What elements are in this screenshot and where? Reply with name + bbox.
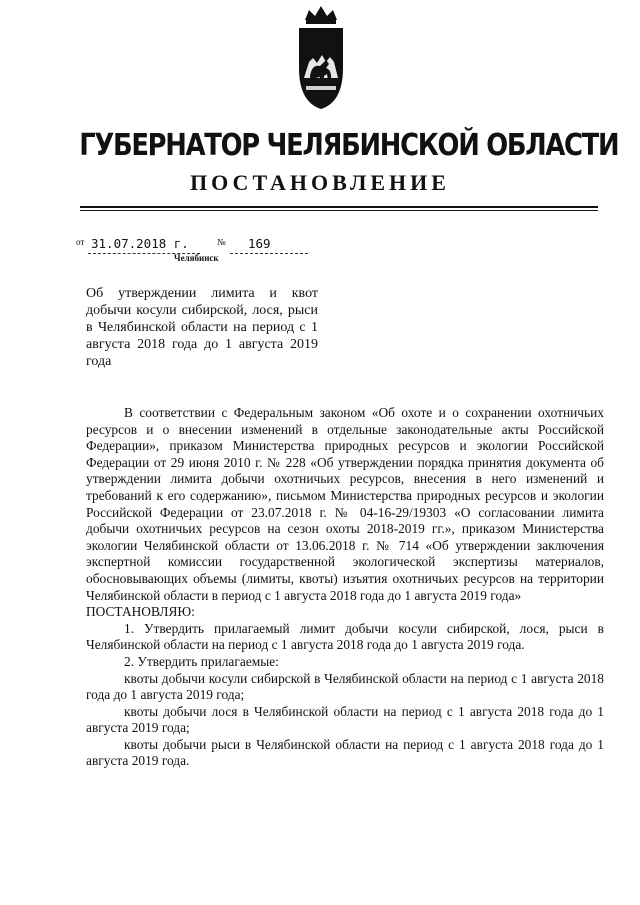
document-type: ПОСТАНОВЛЕНИЕ (190, 170, 450, 195)
decree-item-2: 2. Утвердить прилагаемые: (124, 653, 279, 669)
quota-item: квоты добычи лося в Челябинской области на период с 1 августа 2018 года до 1 августа 2019 года; (86, 703, 604, 736)
document-title: ГУБЕРНАТОР ЧЕЛЯБИНСКОЙ ОБЛАСТИ (79, 128, 619, 163)
coat-of-arms-icon (296, 6, 346, 110)
document-number: 169 (248, 236, 271, 251)
document-date: 31.07.2018 г. (91, 236, 189, 251)
preamble-paragraph: В соответствии с Федеральным законом «Об охоте и о сохранении охотничьих ресурсов и о внесении изменений в отдельные законодательные акты Российской Федерации», приказом Министерства природных ресурсов и экологии Российской Федерации от 29 июня 2010 г. № 228 «Об утверждении порядка принятия документа об утверждении лимита добычи охотничьих ресурсов, внесения в него изменений и требований к его содержанию», письмом Министерства природных ресурсов и экологии Российской Федерации от 23.07.2018 г. № 04-16-29/19303 «О согласовании лимита добычи охотничьих ресурсов на сезон охоты 2018-2019 гг.», приказом Министерства экологии Челябинской области от 13.06.2018 г. № 714 «Об утверждении заключения экспертной комиссии государственной экологической экспертизы материалов, обосновывающих объемы (лимиты, квоты) изъятия охотничьих ресурсов на территории Челябинской области в период с 1 августа 2018 года до 1 августа 2019 года» (86, 405, 604, 603)
number-underline (230, 253, 308, 254)
document-subject: Об утверждении лимита и квот добычи косули сибирской, лося, рыси в Челябинской области на период с 1 августа 2018 года до 1 августа 2019 года (86, 286, 318, 369)
date-prefix: от (76, 237, 85, 247)
number-prefix: № (217, 237, 226, 247)
decree-heading: ПОСТАНОВЛЯЮ: (86, 604, 195, 620)
issue-city: Челябинск (174, 253, 219, 263)
quota-item: квоты добычи косули сибирской в Челябинской области на период с 1 августа 2018 года до 1 августа 2019 года; (86, 670, 604, 703)
decree-item-1: 1. Утвердить прилагаемый лимит добычи косули сибирской, лося, рыси в Челябинской области на период с 1 августа 2018 года до 1 августа 2019 года. (86, 620, 604, 653)
quota-item: квоты добычи рыси в Челябинской области на период с 1 августа 2018 года до 1 августа 2019 года. (86, 736, 604, 769)
header-divider (80, 206, 598, 208)
header-divider-thin (80, 210, 598, 211)
document-body (86, 405, 604, 770)
